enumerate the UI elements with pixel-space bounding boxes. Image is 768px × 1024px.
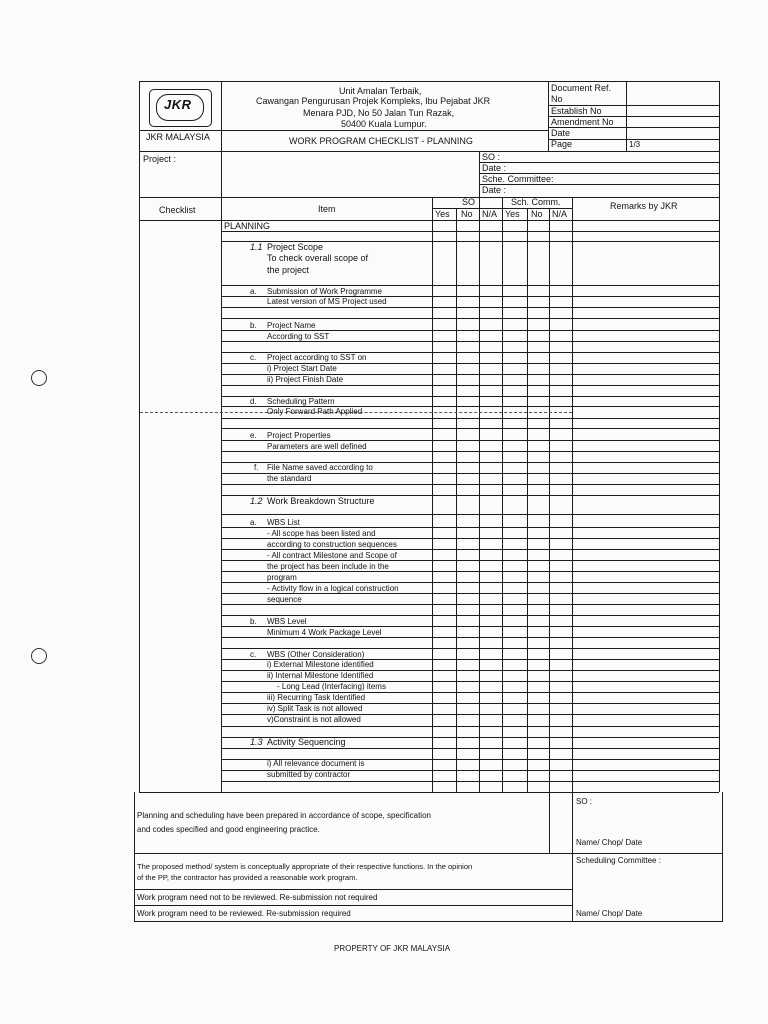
item-c2-line2: i) External Milestone identified — [267, 660, 374, 669]
item-a2-letter: a. — [250, 518, 257, 527]
item-a2-line1: WBS List — [267, 518, 300, 527]
col-remarks: Remarks by JKR — [610, 201, 678, 211]
item-a2-line5: the project has been include in the — [267, 562, 389, 571]
item-e1-line1: Project Properties — [267, 431, 331, 440]
section-1-2-number: 1.2 — [250, 496, 263, 506]
date-label: Date — [551, 128, 571, 138]
property-footer: PROPERTY OF JKR MALAYSIA — [334, 944, 451, 953]
logo-text: JKR — [164, 97, 192, 112]
item-c1-line1: Project according to SST on — [267, 353, 367, 362]
option-review: Work program need to be reviewed. Re-submission required — [137, 909, 351, 918]
section-planning: PLANNING — [224, 221, 271, 231]
item-a2-line7: - Activity flow in a logical construction — [267, 584, 399, 593]
item-c2-letter: c. — [250, 650, 257, 659]
item-c2-line5: iii) Recurring Task Identified — [267, 693, 366, 702]
org-line-3: Menara PJD, No 50 Jalan Tun Razak, — [303, 108, 455, 118]
item-a2-line6: program — [267, 573, 297, 582]
item-b1-line2: According to SST — [267, 332, 330, 341]
section-1-3-number: 1.3 — [250, 737, 263, 747]
amendment-label: Amendment No — [551, 117, 614, 127]
date-field-1-label: Date : — [482, 163, 507, 173]
item-a1-line1: Submission of Work Programme — [267, 287, 382, 296]
org-name: JKR MALAYSIA — [146, 132, 210, 142]
sign-line-1: Name/ Chop/ Date — [576, 838, 643, 847]
footer-so-label: SO : — [576, 797, 593, 806]
section-1-3-line3: submitted by contractor — [267, 770, 351, 779]
item-b1-letter: b. — [250, 321, 257, 330]
col-so-group: SO — [462, 197, 476, 207]
page-value: 1/3 — [629, 140, 641, 149]
statement-1-line2: and codes specified and good engineering practice. — [137, 825, 320, 834]
project-label: Project : — [143, 154, 177, 164]
section-1-3-title: Activity Sequencing — [267, 737, 346, 747]
item-d1-line1: Scheduling Pattern — [267, 397, 335, 406]
col-sch-yes: Yes — [505, 209, 520, 219]
section-1-2-title: Work Breakdown Structure — [267, 496, 375, 506]
statement-2-line2: of the PP, the contractor has provided a reasonable work program. — [137, 873, 358, 882]
scheduling-committee-label: Scheduling Committee : — [576, 856, 661, 865]
punch-hole-bottom — [31, 648, 47, 664]
so-field-label: SO : — [482, 152, 501, 162]
item-c2-line6: iv) Split Task is not allowed — [267, 704, 363, 713]
date-field-2-label: Date : — [482, 185, 507, 195]
option-no-review: Work program need not to be reviewed. Re-submission not required — [137, 893, 378, 902]
item-c2-line1: WBS (Other Consideration) — [267, 650, 365, 659]
item-c2-line7: v)Constraint is not allowed — [267, 715, 361, 724]
org-line-2: Cawangan Pengurusan Projek Kompleks, Ibu Pejabat JKR — [256, 96, 491, 106]
col-checklist: Checklist — [159, 205, 196, 215]
item-a2-line2: - All scope has been listed and — [267, 529, 376, 538]
sign-line-2: Name/ Chop/ Date — [576, 909, 643, 918]
item-f1-line1: File Name saved according to — [267, 463, 373, 472]
item-c1-line3: ii) Project Finish Date — [267, 375, 344, 384]
section-1-3-line2: i) All relevance document is — [267, 759, 365, 768]
item-c1-line2: i) Project Start Date — [267, 364, 337, 373]
org-line-4: 50400 Kuala Lumpur. — [341, 119, 427, 129]
section-1-1-number: 1.1 — [250, 242, 263, 252]
col-so-no: No — [461, 209, 473, 219]
item-c1-letter: c. — [250, 353, 257, 362]
section-1-1-line2: To check overall scope of — [267, 253, 369, 263]
section-1-1-line3: the project — [267, 265, 310, 275]
item-e1-letter: e. — [250, 431, 257, 440]
col-so-na: N/A — [482, 209, 498, 219]
section-1-1-title: Project Scope — [267, 242, 324, 252]
item-b1-line1: Project Name — [267, 321, 316, 330]
doc-ref-label: Document Ref. — [551, 83, 612, 93]
item-b2-line2: Minimum 4 Work Package Level — [267, 628, 382, 637]
page-label: Page — [551, 139, 573, 149]
sche-committee-label: Sche. Committee: — [482, 174, 554, 184]
item-a1-line2: Latest version of MS Project used — [267, 297, 387, 306]
item-a2-line8: sequence — [267, 595, 302, 604]
col-so-yes: Yes — [435, 209, 450, 219]
item-a2-line3: according to construction sequences — [267, 540, 397, 549]
item-b2-letter: b. — [250, 617, 257, 626]
statement-1-line1: Planning and scheduling have been prepared in accordance of scope, specification — [137, 811, 431, 820]
form-title: WORK PROGRAM CHECKLIST - PLANNING — [289, 136, 473, 146]
item-f1-letter: f. — [254, 463, 259, 472]
col-sch-group: Sch. Comm. — [511, 197, 561, 207]
col-sch-no: No — [531, 209, 543, 219]
item-d1-letter: d. — [250, 397, 257, 406]
item-c2-line3: ii) Internal Milestone Identified — [267, 671, 374, 680]
establish-label: Establish No — [551, 106, 602, 116]
item-e1-line2: Parameters are well defined — [267, 442, 367, 451]
item-c2-line4: - Long Lead (Interfacing) items — [277, 682, 386, 691]
statement-2-line1: The proposed method/ system is conceptually appropriate of their respective functions. In the opinion — [137, 862, 473, 871]
punch-hole-top — [31, 370, 47, 386]
item-d1-line2: Only Forward Path Applied — [267, 407, 363, 416]
col-sch-na: N/A — [552, 209, 568, 219]
doc-no-label: No — [551, 94, 563, 104]
org-line-1: Unit Amalan Terbaik, — [339, 86, 422, 96]
item-a2-line4: - All contract Milestone and Scope of — [267, 551, 397, 560]
item-f1-line2: the standard — [267, 474, 312, 483]
item-a1-letter: a. — [250, 287, 257, 296]
item-b2-line1: WBS Level — [267, 617, 307, 626]
col-item: Item — [318, 204, 336, 214]
